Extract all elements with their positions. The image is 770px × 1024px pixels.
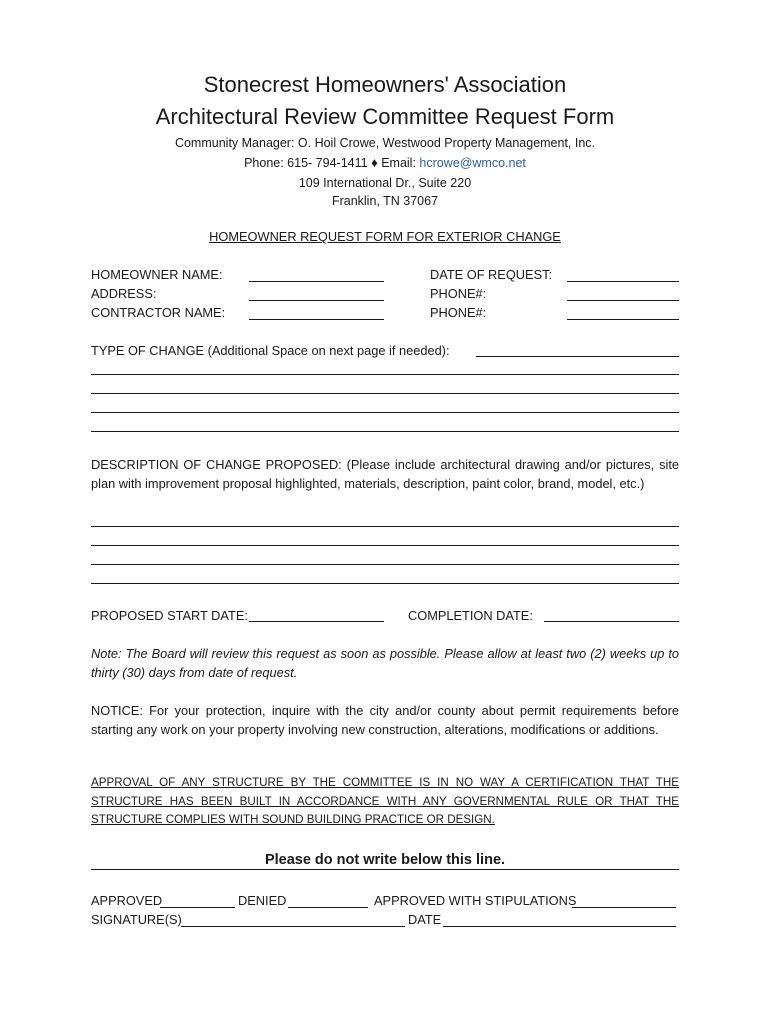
signatures-field[interactable] (181, 926, 405, 927)
date-label: DATE (408, 912, 442, 927)
denied-field[interactable] (288, 907, 368, 908)
approved-with-stipulations-label: APPROVED WITH STIPULATIONS (374, 893, 577, 908)
phone-text: Phone: 615- 794-1411 (244, 156, 368, 170)
approved-with-stipulations-field[interactable] (572, 907, 676, 908)
proposed-start-date-label: PROPOSED START DATE: (91, 608, 248, 623)
completion-date-label: COMPLETION DATE: (408, 608, 533, 623)
description-line[interactable] (91, 545, 679, 546)
type-of-change-label: TYPE OF CHANGE (Additional Space on next page if needed): (91, 343, 450, 358)
completion-date-field[interactable] (544, 621, 679, 622)
city-address: Franklin, TN 37067 (331, 194, 439, 208)
contractor-name-field[interactable] (249, 319, 384, 320)
description-line[interactable] (91, 564, 679, 565)
address-field[interactable] (249, 300, 384, 301)
email-label: Email: (381, 156, 416, 170)
homeowner-name-label: HOMEOWNER NAME: (91, 267, 223, 282)
permit-notice: NOTICE: For your protection, inquire with the city and/or county about permit requirements before starting any work on your property involving new construction, alterations, modifications or additions. (91, 703, 679, 737)
review-note: Note: The Board will review this request as soon as possible. Please allow at least two (2) weeks up to thirty (30) days from date of request. (91, 646, 679, 680)
date-of-request-label: DATE OF REQUEST: (430, 267, 553, 282)
contact-line (0, 155, 770, 170)
type-of-change-field[interactable] (476, 356, 679, 357)
do-not-write-notice: Please do not write below this line. (264, 852, 506, 868)
phone-label-2: PHONE#: (430, 305, 487, 320)
community-manager: Community Manager: O. Hoil Crowe, Westwood Property Management, Inc. (174, 136, 596, 150)
type-of-change-line[interactable] (91, 393, 679, 394)
email-link[interactable]: hcrowe@wmco.net (419, 156, 526, 170)
association-title: Stonecrest Homeowners' Association (203, 72, 567, 97)
signatures-label: SIGNATURE(S) (91, 912, 182, 927)
phone-label-1: PHONE#: (430, 286, 487, 301)
diamond-icon: ♦ (371, 155, 378, 170)
address-label: ADDRESS: (91, 286, 157, 301)
description-line[interactable] (91, 583, 679, 584)
description-line[interactable] (91, 526, 679, 527)
type-of-change-line[interactable] (91, 412, 679, 413)
office-use-divider (91, 869, 679, 870)
approval-disclaimer: APPROVAL OF ANY STRUCTURE BY THE COMMITTEE IS IN NO WAY A CERTIFICATION THAT THE STRUCTURE HAS BEEN BUILT IN ACCORDANCE WITH ANY GOVERNMENTAL RULE OR THAT THE STRUCTURE COMPLIES WITH SOUND BUILDING PRACTICE OR DESIGN. (91, 776, 679, 826)
type-of-change-line[interactable] (91, 374, 679, 375)
request-form-heading: HOMEOWNER REQUEST FORM FOR EXTERIOR CHANGE (209, 229, 561, 244)
description-label: DESCRIPTION OF CHANGE PROPOSED: (Please include architectural drawing and/or pictures, site plan with improvement proposal highlighted, materials, description, paint color, brand, model, etc.) (91, 457, 679, 491)
proposed-start-date-field[interactable] (249, 621, 384, 622)
type-of-change-line[interactable] (91, 431, 679, 432)
phone-field-2[interactable] (567, 319, 679, 320)
homeowner-name-field[interactable] (249, 281, 384, 282)
street-address: 109 International Dr., Suite 220 (298, 176, 472, 190)
denied-label: DENIED (238, 893, 287, 908)
contractor-name-label: CONTRACTOR NAME: (91, 305, 226, 320)
date-of-request-field[interactable] (567, 281, 679, 282)
approved-label: APPROVED (91, 893, 163, 908)
date-field[interactable] (443, 926, 676, 927)
phone-field-1[interactable] (567, 300, 679, 301)
form-title: Architectural Review Committee Request Form (155, 104, 615, 129)
approved-field[interactable] (160, 907, 235, 908)
